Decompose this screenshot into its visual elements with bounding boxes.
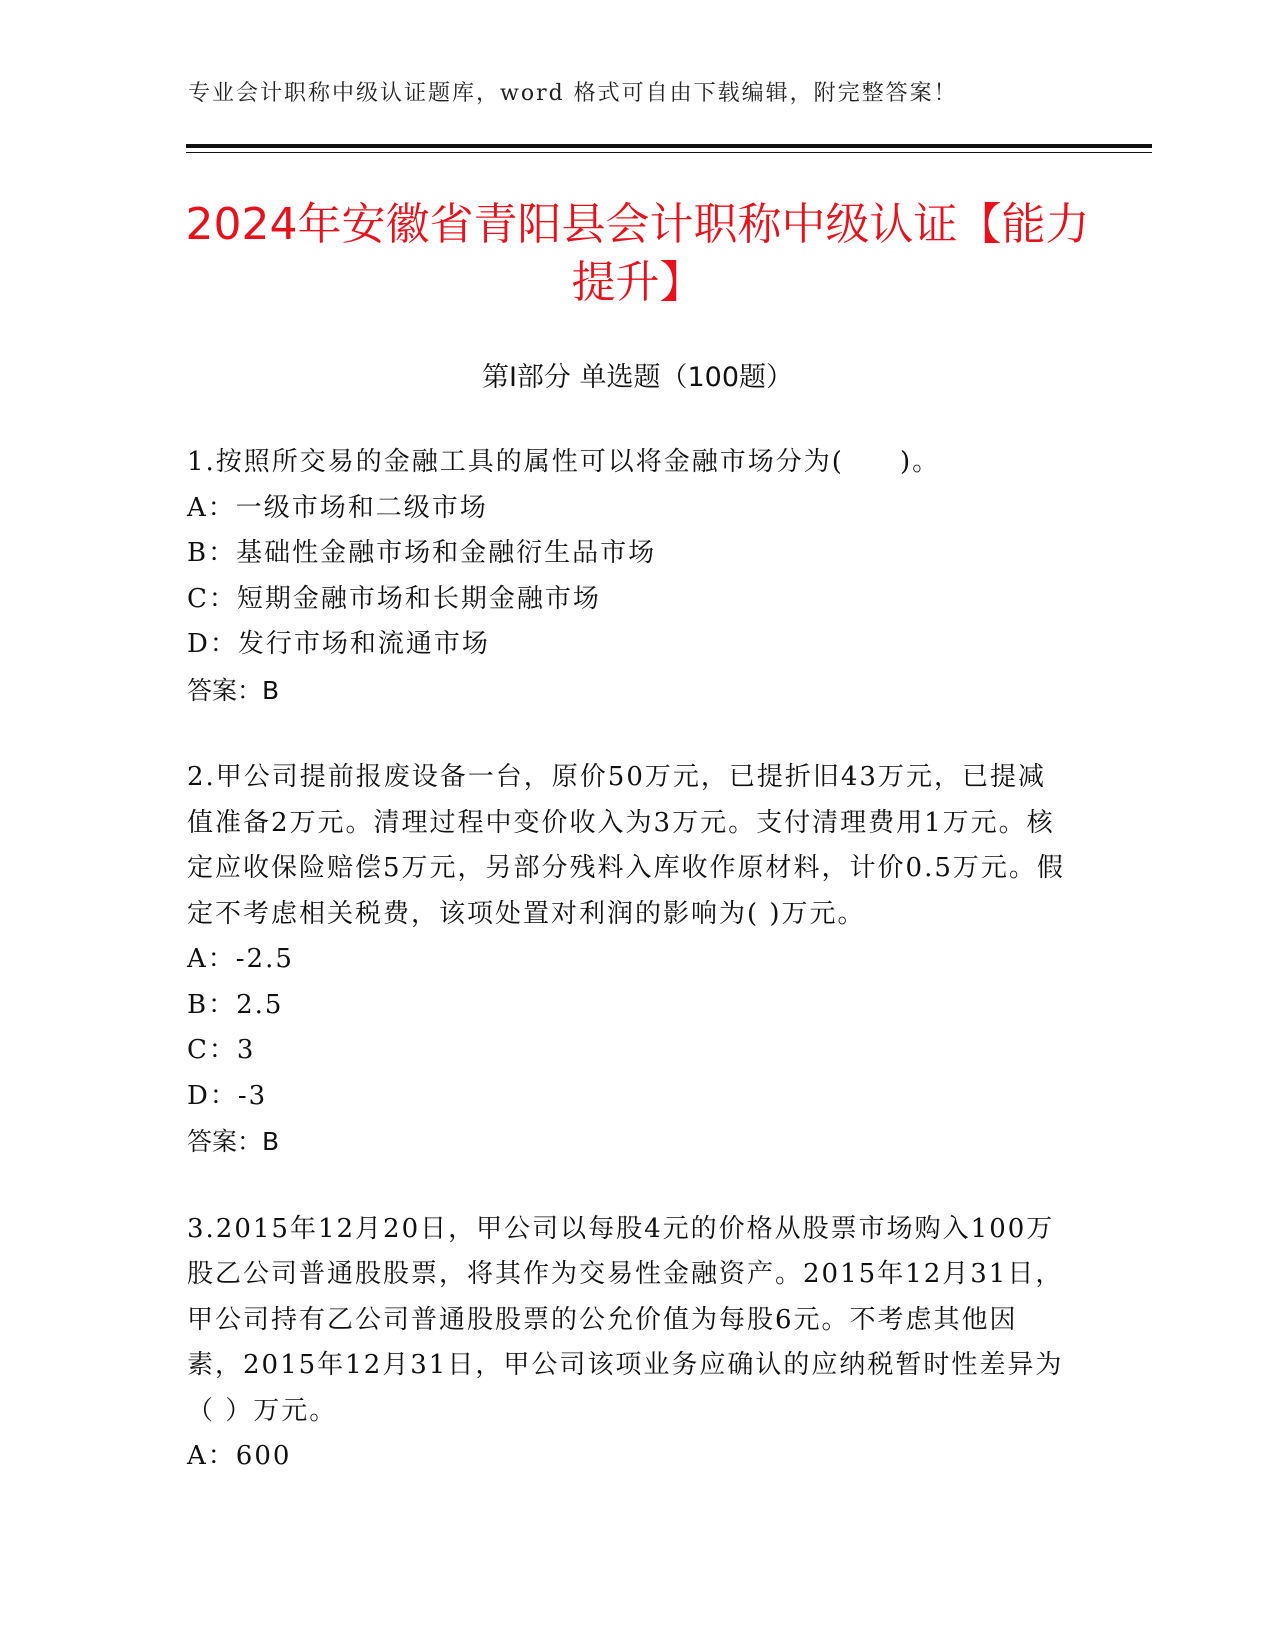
option-c: C：短期金融市场和长期金融市场 — [187, 583, 601, 614]
option-a: A：600 — [187, 1441, 292, 1471]
question-1 — [187, 440, 1067, 713]
question-2 — [187, 755, 1067, 1165]
option-d: D：发行市场和流通市场 — [187, 629, 490, 659]
header-note: 专业会计职称中级认证题库，word 格式可自由下载编辑，附完整答案！ — [188, 81, 958, 106]
section-title: 第Ⅰ部分 单选题（100题） — [481, 362, 794, 393]
question-stem: 2.甲公司提前报废设备一台，原价50万元，已提折旧43万元，已提减值准备2万元。清理过程中变价收入为3万元。支付清理费用1万元。核定应收保险赔偿5万元，另部分残料入库收作原材料，计价0.5万元。假定不考虑相关税费，该项处置对利润的影响为( )万元。 — [187, 762, 1065, 929]
option-c: C：3 — [187, 1035, 256, 1065]
answer-label: 答案：B — [187, 1127, 280, 1156]
option-a: A：一级市场和二级市场 — [187, 492, 488, 523]
option-b: B：基础性金融市场和金融衍生品市场 — [187, 538, 657, 568]
question-list — [187, 440, 1067, 1522]
document-title: 2024年安徽省青阳县会计职称中级认证【能力提升】 — [185, 199, 1090, 308]
option-a: A：-2.5 — [187, 944, 294, 974]
question-3 — [187, 1207, 1067, 1480]
question-stem: 3.2015年12月20日，甲公司以每股4元的价格从股票市场购入100万股乙公司普通股股票，将其作为交易性金融资产。2015年12月31日，甲公司持有乙公司普通股股票的公允价值为每股6元。不考虑其他因素，2015年12月31日，甲公司该项业务应确认的应纳税暂时性差异为（ ）万元。 — [187, 1213, 1064, 1426]
header-divider-thin — [186, 152, 1152, 153]
option-d: D：-3 — [187, 1080, 268, 1111]
question-stem: 1.按照所交易的金融工具的属性可以将金融市场分为( )。 — [187, 447, 941, 477]
option-b: B：2.5 — [187, 989, 284, 1020]
answer-label: 答案：B — [187, 675, 280, 705]
header-divider-thick — [186, 144, 1152, 148]
